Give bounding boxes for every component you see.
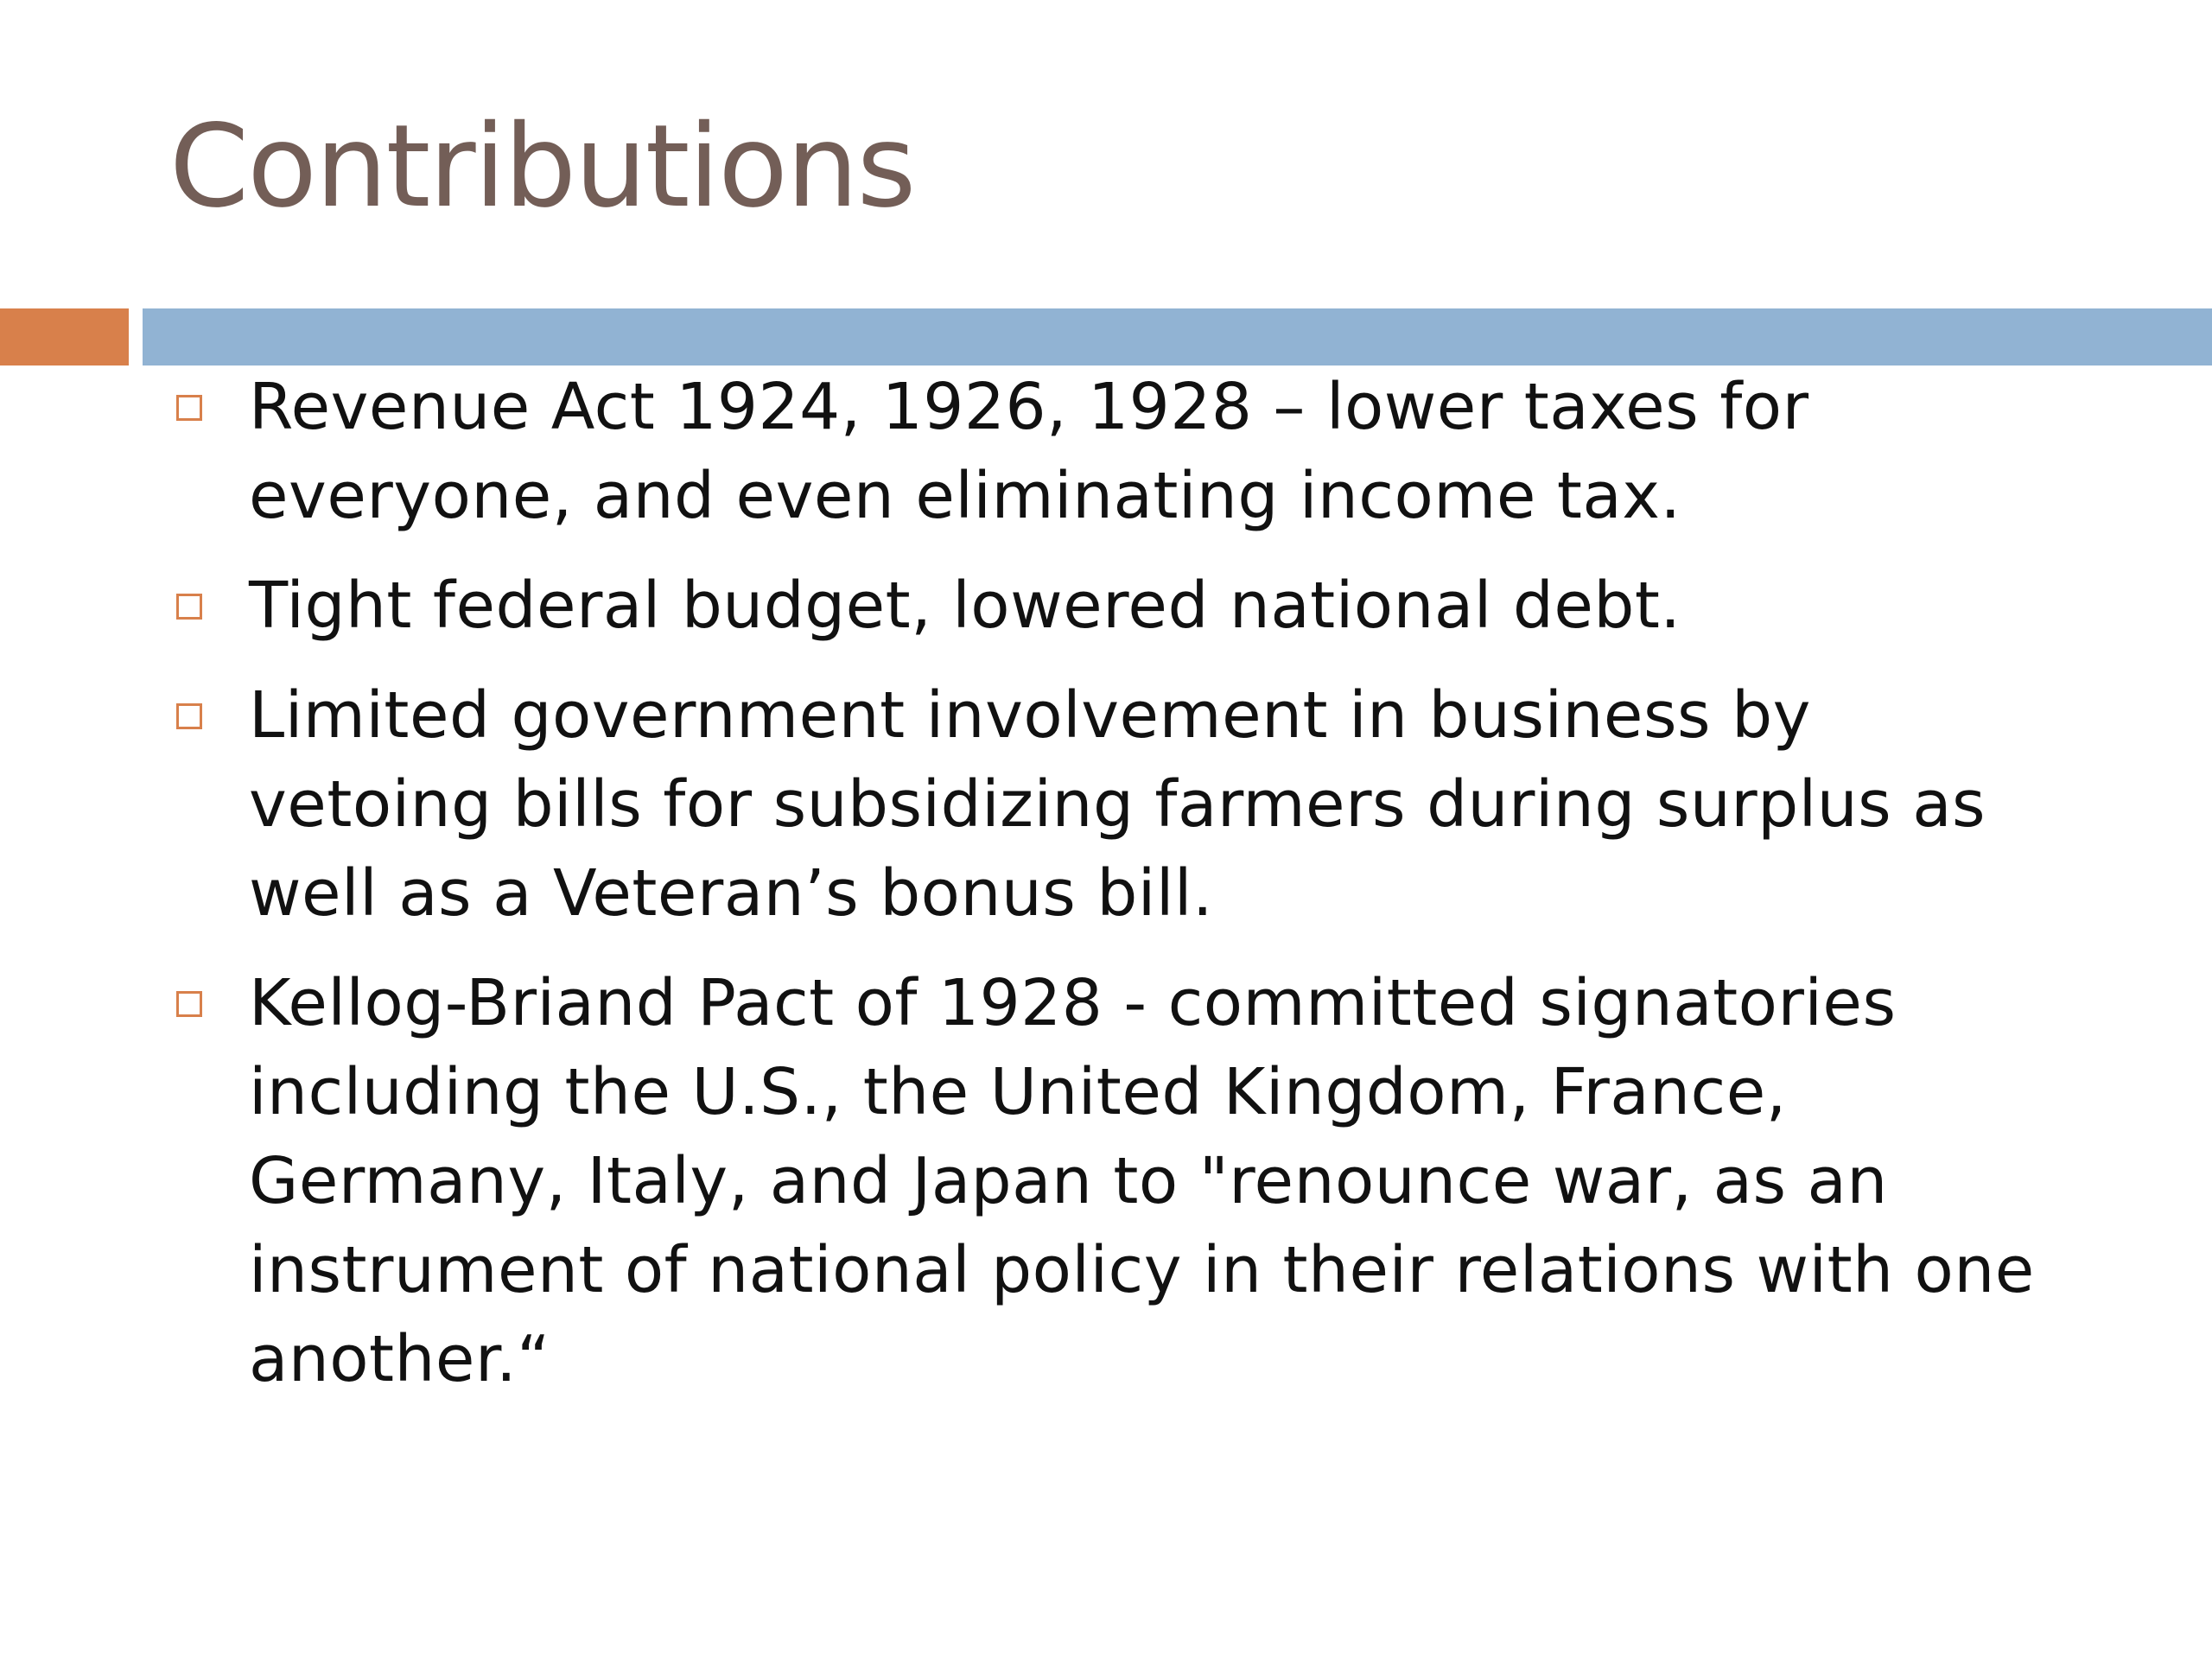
bullet-text: Kellog-Briand Pact of 1928 - committed signatories including the U.S., the United Kingdom, France, Germany, Italy, and Japan to "renounce war, as an instrument of national policy in their relations with one another.“ [249, 966, 2035, 1396]
bullet-text: Revenue Act 1924, 1926, 1928 – lower taxes for everyone, and even eliminating income tax. [249, 370, 1809, 533]
bullet-item-limited-government [169, 671, 2070, 938]
title-divider-bar [143, 308, 2212, 365]
bullet-item-revenue-act [169, 363, 2070, 541]
square-bullet-icon [176, 991, 202, 1017]
bullet-item-kellog-briand [169, 959, 2070, 1404]
square-bullet-icon [176, 703, 202, 729]
bullet-list [169, 363, 2070, 1425]
bullet-item-federal-budget [169, 562, 2070, 651]
title-accent-bar [0, 308, 129, 365]
square-bullet-icon [176, 594, 202, 620]
square-bullet-icon [176, 395, 202, 421]
bullet-text: Tight federal budget, lowered national debt. [249, 569, 1681, 643]
bullet-text: Limited government involvement in business by vetoing bills for subsidizing farmers during surplus as well as a Veteran’s bonus bill. [249, 678, 1986, 931]
slide-title: Contributions [169, 100, 915, 233]
